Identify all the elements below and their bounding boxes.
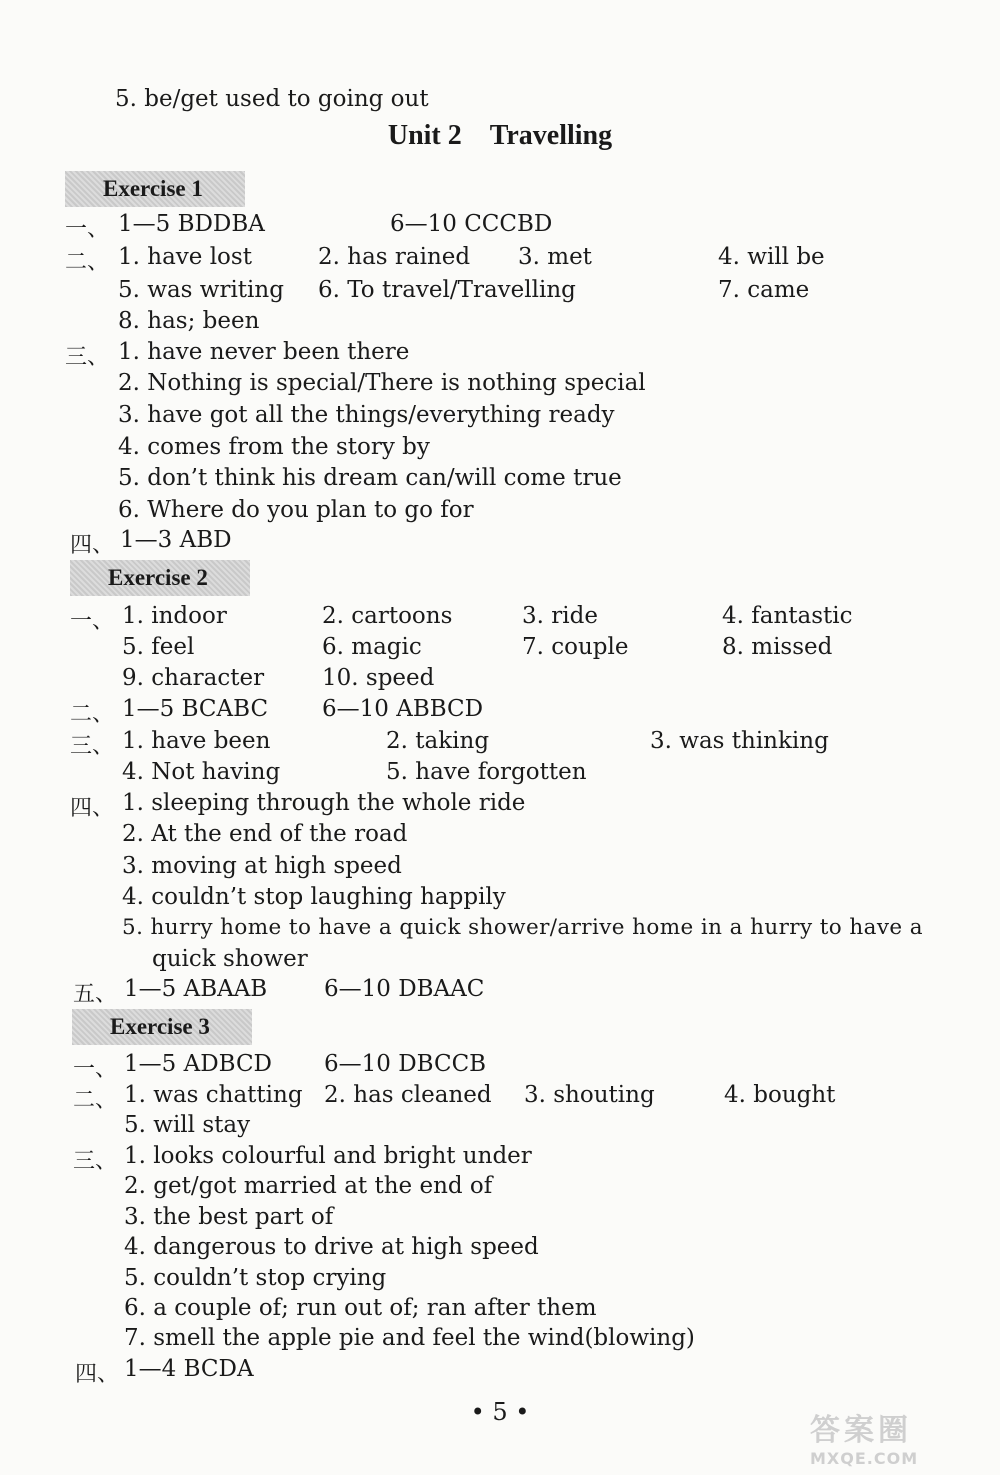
ex3-section-4-mark: 四、 (75, 1362, 120, 1387)
ex1-s3-answer: 2. Nothing is special/There is nothing special (118, 370, 646, 396)
ex2-s3-answer: 2. taking (386, 728, 490, 754)
ex2-s2-answer: 1—5 BCABC (122, 696, 269, 722)
exercise-2-heading: Exercise 2 (70, 560, 250, 596)
ex1-s2-answer: 8. has; been (118, 308, 260, 334)
watermark-en: MXQE.COM (810, 1449, 919, 1468)
unit-title (0, 120, 1000, 152)
ex2-s3-answer: 1. have been (122, 728, 271, 754)
ex2-section-4-mark: 四、 (70, 796, 115, 821)
ex2-section-1-mark: 一、 (70, 609, 115, 634)
ex2-s1-answer: 2. cartoons (322, 603, 453, 629)
ex1-s1-answer: 6—10 CCCBD (390, 211, 553, 237)
ex3-s3-answer: 7. smell the apple pie and feel the wind(blowing) (124, 1325, 695, 1351)
ex3-section-3-mark: 三、 (73, 1149, 118, 1174)
ex2-s1-answer: 10. speed (322, 665, 435, 691)
watermark-logo (810, 1405, 990, 1468)
ex2-s2-answer: 6—10 ABBCD (322, 696, 484, 722)
ex2-s4-answer: 1. sleeping through the whole ride (122, 790, 526, 816)
watermark-cn: 答案圈 (810, 1413, 912, 1448)
ex3-s2-answer: 1. was chatting (124, 1082, 303, 1108)
ex1-section-2-mark: 二、 (65, 250, 110, 275)
ex3-s3-answer: 5. couldn’t stop crying (124, 1265, 387, 1291)
ex2-section-5-mark: 五、 (73, 982, 118, 1007)
ex2-section-2-mark: 二、 (70, 702, 115, 727)
ex1-s2-answer: 3. met (518, 244, 592, 270)
ex3-section-2-mark: 二、 (73, 1088, 118, 1113)
ex3-s3-answer: 6. a couple of; run out of; ran after them (124, 1295, 597, 1321)
ex1-section-1-mark: 一、 (65, 217, 110, 242)
ex2-s1-answer: 1. indoor (122, 603, 227, 629)
ex3-s2-answer: 3. shouting (524, 1082, 655, 1108)
ex2-s3-answer: 3. was thinking (650, 728, 829, 754)
ex3-section-1-mark: 一、 (73, 1057, 118, 1082)
ex2-s1-answer: 7. couple (522, 634, 629, 660)
ex3-s4-answer: 1—4 BCDA (124, 1356, 254, 1382)
ex1-s4-answer: 1—3 ABD (120, 527, 232, 553)
ex2-s3-answer: 5. have forgotten (386, 759, 587, 785)
ex3-s2-answer: 4. bought (724, 1082, 836, 1108)
ex1-s2-answer: 2. has rained (318, 244, 471, 270)
ex3-s1-answer: 6—10 DBCCB (324, 1051, 487, 1077)
ex3-s3-answer: 3. the best part of (124, 1204, 334, 1230)
ex3-s3-answer: 4. dangerous to drive at high speed (124, 1234, 539, 1260)
exercise-1-heading: Exercise 1 (65, 171, 245, 207)
ex3-s3-answer: 2. get/got married at the end of (124, 1173, 493, 1199)
ex1-section-4-mark: 四、 (70, 533, 115, 558)
ex2-s4-answer-continued: quick shower (152, 946, 308, 972)
ex1-s3-answer: 4. comes from the story by (118, 434, 430, 460)
page-number: • 5 • (470, 1398, 530, 1426)
ex1-section-3-mark: 三、 (65, 345, 110, 370)
ex2-s4-answer: 2. At the end of the road (122, 821, 408, 847)
top-answer-line: 5. be/get used to going out (115, 86, 429, 112)
exercise-3-heading: Exercise 3 (72, 1009, 252, 1045)
ex2-s1-answer: 9. character (122, 665, 265, 691)
ex2-s4-answer: 4. couldn’t stop laughing happily (122, 884, 506, 910)
ex2-s1-answer: 3. ride (522, 603, 598, 629)
unit-number: Unit 2 (387, 120, 462, 151)
ex3-s3-answer: 1. looks colourful and bright under (124, 1143, 532, 1169)
ex2-section-3-mark: 三、 (70, 734, 115, 759)
ex1-s2-answer: 5. was writing (118, 277, 284, 303)
ex2-s1-answer: 8. missed (722, 634, 833, 660)
ex1-s2-answer: 7. came (718, 277, 810, 303)
unit-name: Travelling (489, 120, 613, 151)
ex1-s3-answer: 5. don’t think his dream can/will come true (118, 465, 622, 491)
ex2-s4-answer: 3. moving at high speed (122, 853, 402, 879)
ex1-s1-answer: 1—5 BDDBA (118, 211, 265, 237)
ex1-s3-answer: 3. have got all the things/everything ready (118, 402, 615, 428)
ex1-s3-answer: 1. have never been there (118, 339, 410, 365)
ex2-s5-answer: 6—10 DBAAC (324, 976, 485, 1002)
ex3-s2-answer: 2. has cleaned (324, 1082, 492, 1108)
ex2-s5-answer: 1—5 ABAAB (124, 976, 268, 1002)
ex1-s2-answer: 4. will be (718, 244, 825, 270)
ex1-s2-answer: 1. have lost (118, 244, 252, 270)
ex2-s1-answer: 4. fantastic (722, 603, 853, 629)
ex3-s1-answer: 1—5 ADBCD (124, 1051, 272, 1077)
ex2-s4-answer: 5. hurry home to have a quick shower/arrive home in a hurry to have a (122, 915, 923, 940)
ex3-s2-answer: 5. will stay (124, 1112, 251, 1138)
ex1-s2-answer: 6. To travel/Travelling (318, 277, 576, 303)
ex2-s3-answer: 4. Not having (122, 759, 281, 785)
ex2-s1-answer: 6. magic (322, 634, 422, 660)
ex1-s3-answer: 6. Where do you plan to go for (118, 497, 474, 523)
ex2-s1-answer: 5. feel (122, 634, 195, 660)
